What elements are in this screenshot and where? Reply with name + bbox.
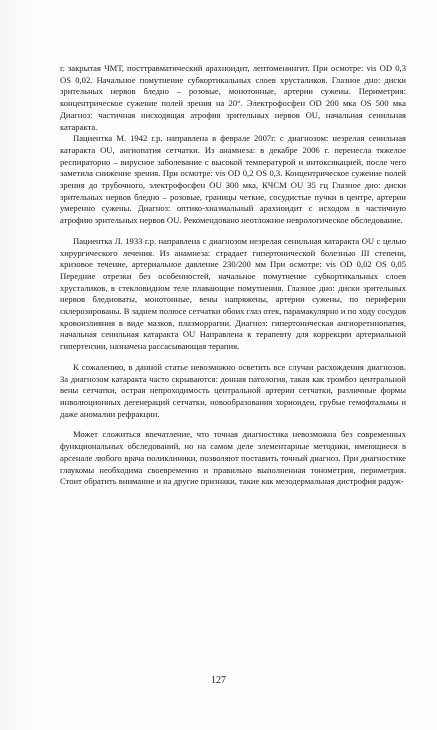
- paragraph-gap: [60, 420, 406, 429]
- paragraph-gap: [60, 227, 406, 236]
- paragraph-gap: [60, 353, 406, 362]
- paragraph-diagnostic-methods: Может сложиться впечатление, что точная диагностика невозможна без современных функциональных обследований, но на самом деле элементарные методики, имеющиеся в арсенале любого врача поликлиники, позволяют поставить точный диагноз. При диагностике глаукомы необходима своевременно и правильно выполненная тонометрия, периметрия. Стоит обратить внимание и на другие признаки, такие как мезодермальная дистрофия радуж-: [60, 429, 406, 487]
- paragraph-case-patient-m: Пациентка М. 1942 г.р. направлена в феврале 2007г. с диагнозом: незрелая сенильная катаракта OU, ангиопатия сетчатки. Из анамнеза: в декабре 2006 г. перенесла тяжелое респираторно – вирусное заболевание с высокой температурой и интоксикацией, после чего заметила снижение зрения. При осмотре: vis OD 0,2 OS 0,3. Концентрическое сужение полей зрения до трубочного, электрофосфен OU 300 мка, КЧСМ OU 35 гц Глазное дно: диски зрительных нервов бледно – розовые, границы четкие, сосудистые пучки в центре, артерии умеренно сужены. Диагноз: оптико-хиазмальный арахноидит с исходом в частичную атрофию зрительных нервов OU. Рекомендовано неотложное неврологическое обследование.: [60, 133, 406, 226]
- article-body: [60, 63, 406, 488]
- page-number: 127: [211, 675, 226, 686]
- paragraph-case-patient-l: Пациентка Л. 1933 г.р. направлена с диагнозом незрелая сенильная катаракта OU с целью хирургического лечения. Из анамнеза: страдает гипертонической болезнью III степени, кризовое течение, артериальное давление 230/200 мм При осмотре: vis OD 0,02 OS 0,05 Передние отрезки без особенностей, начальное помутнение субкортикальных слоев хрусталиков, в стекловидном теле плавающие помутнения. Глазное дно: диски зрительных нервов бледноваты, монотонные, вены напряжены, артерии сужены, по периферии склерозированы. В заднем полюсе сетчатки обоих глаз отек, парамакулярно и по ходу сосудов кровоизлияния в виде мазков, плазморрагии. Диагноз: гипертоническая ангиоретинопатия, начальная сенильная катаракта OU Направлена к терапевту для коррекции артериальной гипертензии, назначена рассасывающая терапия.: [60, 235, 406, 352]
- paragraph-continued-case: г. закрытая ЧМТ, посттравматический арахноидит, лептоменингит. При осмотре: vis OD 0,3 OS 0,02. Начальное помутнение субкортикальных слоев хрусталиков. Глазное дно: диски зрительных нервов бледно – розовые, монотонные, артерии сужены. Периметрия: концентрическое сужение полей зрения на 20°. Электрофосфен OD 200 мка OS 500 мка Диагноз: частичная нисходящая атрофия зрительных нервов OU, начальная сенильная катаракта.: [60, 63, 406, 132]
- paragraph-diagnosis-discrepancy: К сожалению, в данной статье невозможно осветить все случаи расхождения диагнозов. За диагнозом катаракта часто скрываются: донная патология, такая как тромбоз центральной вены сетчатки, острая непроходимость центральной артерии сетчатки, различные формы инволюционных дегенераций сетчатки, новообразования хориоидеи, грубые гемофтальмы и даже аномалии рефракции.: [60, 361, 406, 419]
